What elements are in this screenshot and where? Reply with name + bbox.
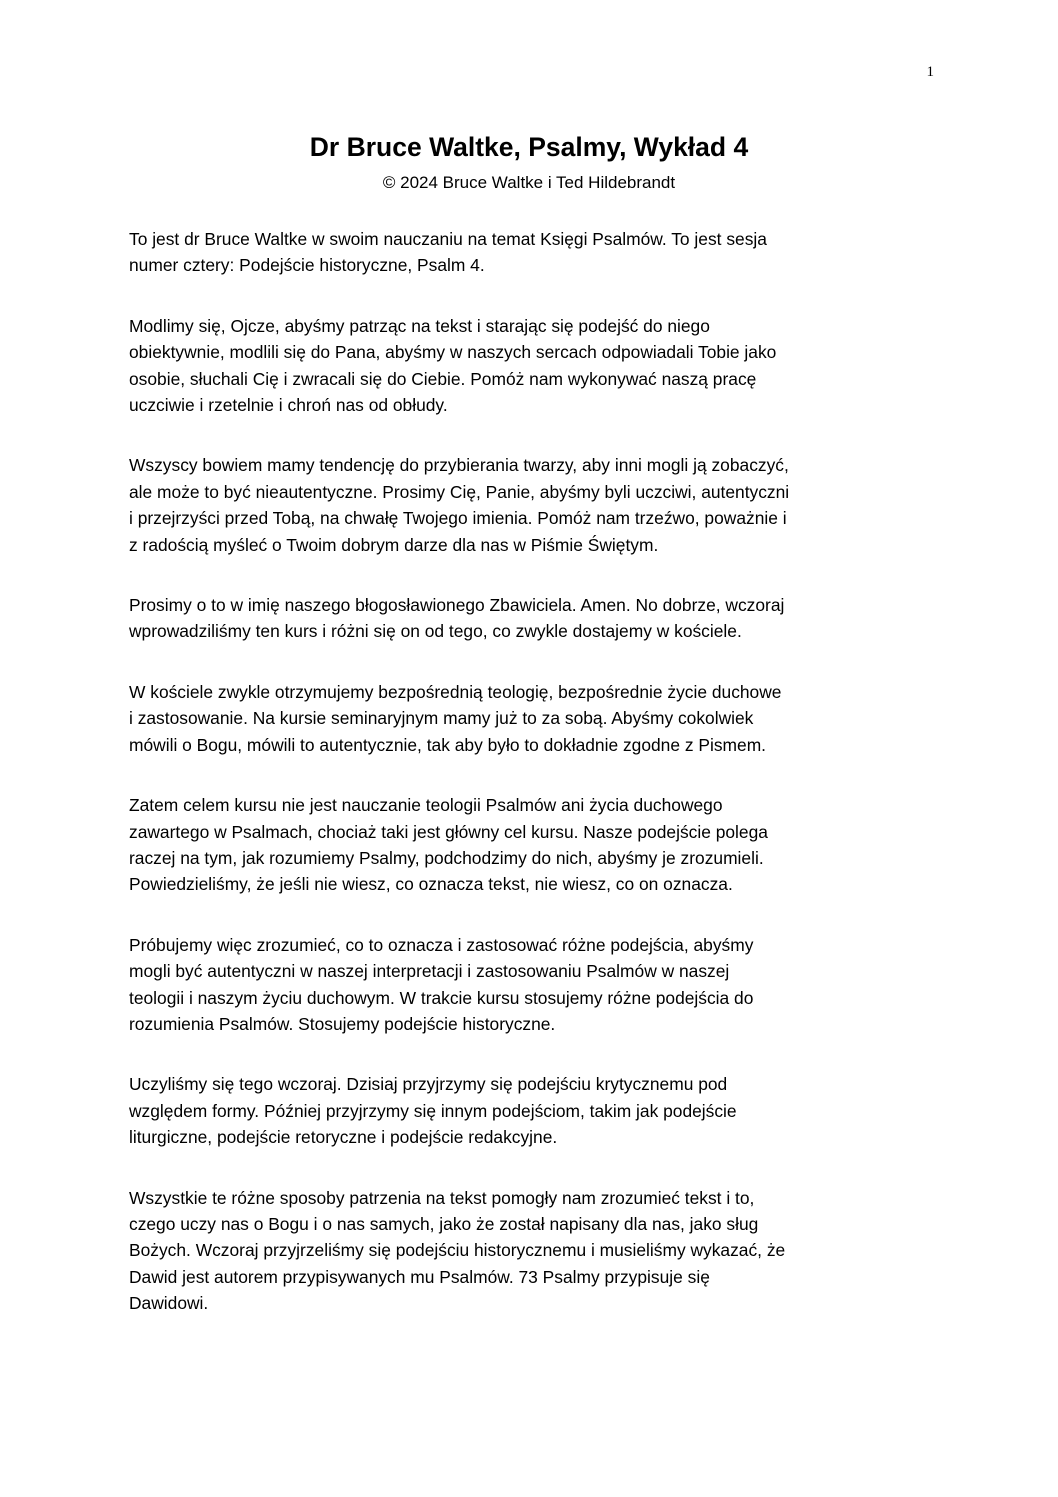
paragraph-3: Wszyscy bowiem mamy tendencję do przybierania twarzy, aby inni mogli ją zobaczyć, ale może to być nieautentyczne. Prosimy Cię, Panie, abyśmy byli uczciwi, autentyczni i przejrzyści przed Tobą, na chwałę Twojego imienia. Pomóż nam trzeźwo, poważnie i z radością myśleć o Twoim dobrym darze dla nas w Piśmie Świętym. [129, 455, 790, 555]
page-number: 1 [926, 64, 934, 80]
paragraph-7: Próbujemy więc zrozumieć, co to oznacza i zastosować różne podejścia, abyśmy mogli być autentyczni w naszej interpretacji i zastosowaniu Psalmów w naszej teologii i naszym życiu duchowym. W trakcie kursu stosujemy różne podejścia do rozumienia Psalmów. Stosujemy podejście historyczne. [129, 934, 754, 1034]
paragraph-4: Prosimy o to w imię naszego błogosławionego Zbawiciela. Amen. No dobrze, wczoraj wprowadziliśmy ten kurs i różni się on od tego, co zwykle dostajemy w kościele. [129, 595, 785, 642]
paragraph-9: Wszystkie te różne sposoby patrzenia na tekst pomogły nam zrozumieć tekst i to, czego uczy nas o Bogu i o nas samych, jako że został napisany dla nas, jako sług Bożych. Wczoraj przyjrzeliśmy się podejściu historycznemu i musieliśmy wykazać, że Dawid jest autorem przypisywanych mu Psalmów. 73 Psalmy przypisuje się Dawidowi. [129, 1187, 786, 1314]
paragraph-5: W kościele zwykle otrzymujemy bezpośrednią teologię, bezpośrednie życie duchowe i zastosowanie. Na kursie seminaryjnym mamy już to za sobą. Abyśmy cokolwiek mówili o Bogu, mówili to autentycznie, tak aby było to dokładnie zgodne z Pismem. [129, 681, 782, 755]
paragraph-1: To jest dr Bruce Waltke w swoim nauczaniu na temat Księgi Psalmów. To jest sesja numer cztery: Podejście historyczne, Psalm 4. [129, 229, 767, 276]
paragraph-8: Uczyliśmy się tego wczoraj. Dzisiaj przyjrzymy się podejściu krytycznemu pod względem formy. Później przyjrzymy się innym podejściom, takim jak podejście liturgiczne, podejście retoryczne i podejście redakcyjne. [129, 1074, 737, 1148]
copyright-line: © 2024 Bruce Waltke i Ted Hildebrandt [382, 173, 676, 192]
document-title: Dr Bruce Waltke, Psalmy, Wykład 4 [309, 132, 749, 162]
paragraph-2: Modlimy się, Ojcze, abyśmy patrząc na tekst i starając się podejść do niego obiektywnie, modlili się do Pana, abyśmy w naszych sercach odpowiadali Tobie jako osobie, słuchali Cię i zwracali się do Ciebie. Pomóż nam wykonywać naszą pracę uczciwie i rzetelnie i chroń nas od obłudy. [129, 315, 777, 416]
paragraph-6: Zatem celem kursu nie jest nauczanie teologii Psalmów ani życia duchowego zawartego w Psalmach, chociaż taki jest główny cel kursu. Nasze podejście polega raczej na tym, jak rozumiemy Psalmy, podchodzimy do nich, abyśmy je zrozumieli. Powiedzieliśmy, że jeśli nie wiesz, co oznacza tekst, nie wiesz, co on oznacza. [129, 795, 768, 895]
document-body [129, 226, 944, 1351]
